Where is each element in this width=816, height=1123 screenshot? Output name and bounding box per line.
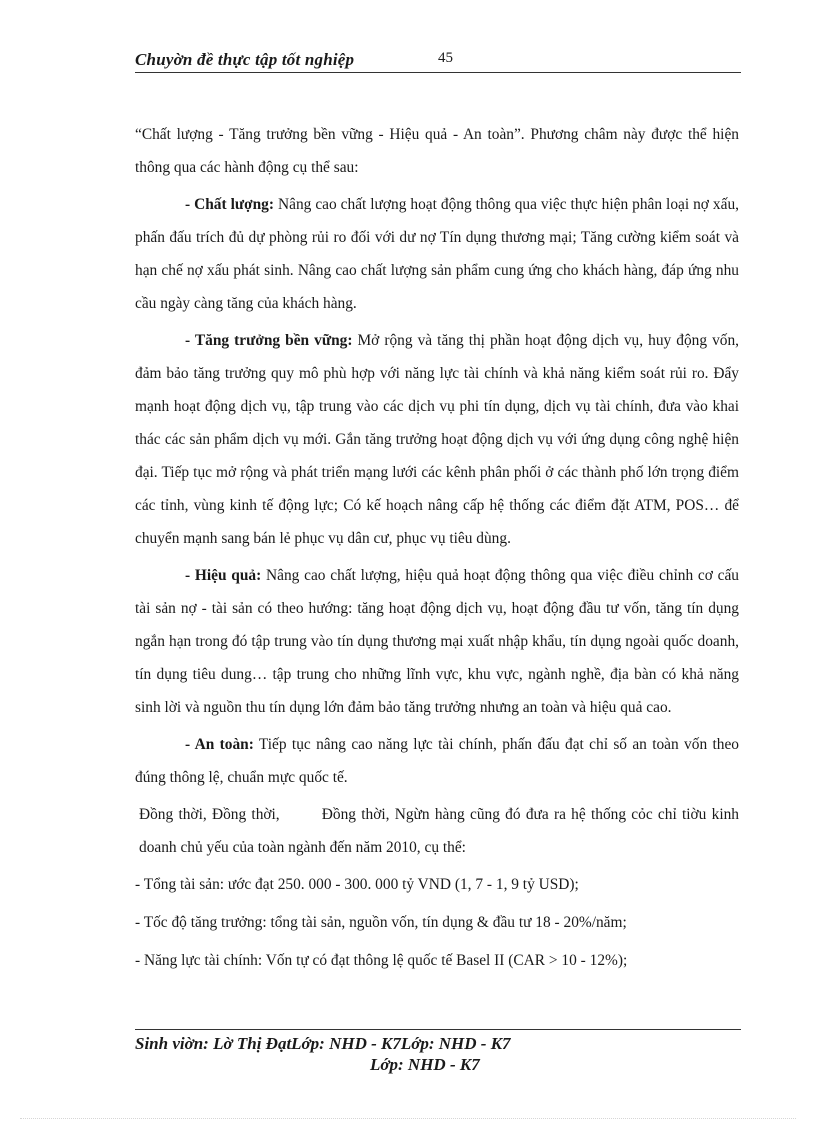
item-efficiency-lead: - Hiệu quả: (185, 567, 262, 584)
page-header (135, 48, 741, 73)
footer-divider (135, 1029, 741, 1030)
closing-paragraph: Đồng thời, Đồng thời, Đồng thời, Ngừn hàng cũng đó đưa ra hệ thống cỏc chỉ tiờu kinh doanh chủ yếu của toàn ngành đến năm 2010, cụ thể: (139, 806, 743, 856)
item-quality-lead: - Chất lượng: (185, 196, 275, 213)
intro-paragraph: “Chất lượng - Tăng trưởng bền vững - Hiệu quả - An toàn”. Phương châm này được thể hiện thông qua các hành động cụ thể sau: (135, 126, 739, 176)
item-growth-lead: - Tăng trưởng bền vững: (185, 332, 353, 349)
item-safety-lead: - An toàn: (185, 736, 254, 753)
item-safety-text: Tiếp tục nâng cao năng lực tài chính, phấn đấu đạt chỉ số an toàn vốn theo đúng thông lệ, chuẩn mực quốc tế. (135, 736, 739, 786)
item-safety (135, 728, 739, 794)
page-number: 45 (438, 50, 453, 66)
document-body (135, 118, 743, 978)
footer-student-info: Sinh viờn: Lờ Thị ĐạtLớp: NHD - K7Lớp: NHD - K7 (135, 1034, 511, 1053)
item-quality-text: Nâng cao chất lượng hoạt động thông qua việc thực hiện phân loại nợ xấu, phấn đấu trích đủ dự phòng rủi ro đối với dư nợ Tín dụng thương mại; Tăng cường kiểm soát và hạn chế nợ xấu phát sinh. Nâng cao chất lượng sản phẩm cung ứng cho khách hàng, đáp ứng nhu cầu ngày càng tăng của khách hàng. (135, 196, 740, 312)
target-growth-rate: - Tốc độ tăng trưởng: tổng tài sản, nguồn vốn, tín dụng & đầu tư 18 - 20%/năm; (135, 914, 627, 931)
target-total-assets: - Tổng tài sản: ước đạt 250. 000 - 300. 000 tỷ VND (1, 7 - 1, 9 tỷ USD); (135, 876, 579, 893)
target-financial-capacity: - Năng lực tài chính: Vốn tự có đạt thông lệ quốc tế Basel II (CAR > 10 - 12%); (135, 952, 628, 969)
item-growth (135, 324, 739, 555)
footer-class-info: Lớp: NHD - K7 (370, 1055, 480, 1074)
item-efficiency-text: Nâng cao chất lượng, hiệu quả hoạt động thông qua việc điều chỉnh cơ cấu tài sản nợ - tài sản có theo hướng: tăng hoạt động dịch vụ, hoạt động đầu tư vốn, tăng tín dụng ngắn hạn trong đó tập trung vào tín dụng thương mại xuất nhập khẩu, tín dụng ngoài quốc doanh, tín dụng tiêu dung… tập trung cho những lĩnh vực, khu vực, ngành nghề, địa bàn có khả năng sinh lời và nguồn thu tín dụng lớn đảm bảo tăng trưởng nhưng an toàn và hiệu quả cao. (135, 567, 740, 716)
header-title: Chuyờn đề thực tập tốt nghiệp (135, 50, 355, 69)
page-bottom-divider (20, 1118, 796, 1119)
item-quality (135, 188, 739, 320)
item-growth-text: Mở rộng và tăng thị phần hoạt động dịch vụ, huy động vốn, đảm bảo tăng trưởng quy mô phù hợp với năng lực tài chính và khả năng kiểm soát rủi ro. Đẩy mạnh hoạt động dịch vụ, tập trung vào các dịch vụ phi tín dụng, dịch vụ tài chính, đưa vào khai thác các sản phẩm dịch vụ mới. Gắn tăng trưởng hoạt động dịch vụ với ứng dụng công nghệ hiện đại. Tiếp tục mở rộng và phát triển mạng lưới các kênh phân phối ở các thành phố lớn trọng điểm các tỉnh, vùng kinh tế động lực; Có kế hoạch nâng cấp hệ thống các điểm đặt ATM, POS… để chuyển mạnh sang bán lẻ phục vụ dân cư, phục vụ tiêu dùng. (135, 332, 739, 547)
item-efficiency (135, 559, 739, 724)
